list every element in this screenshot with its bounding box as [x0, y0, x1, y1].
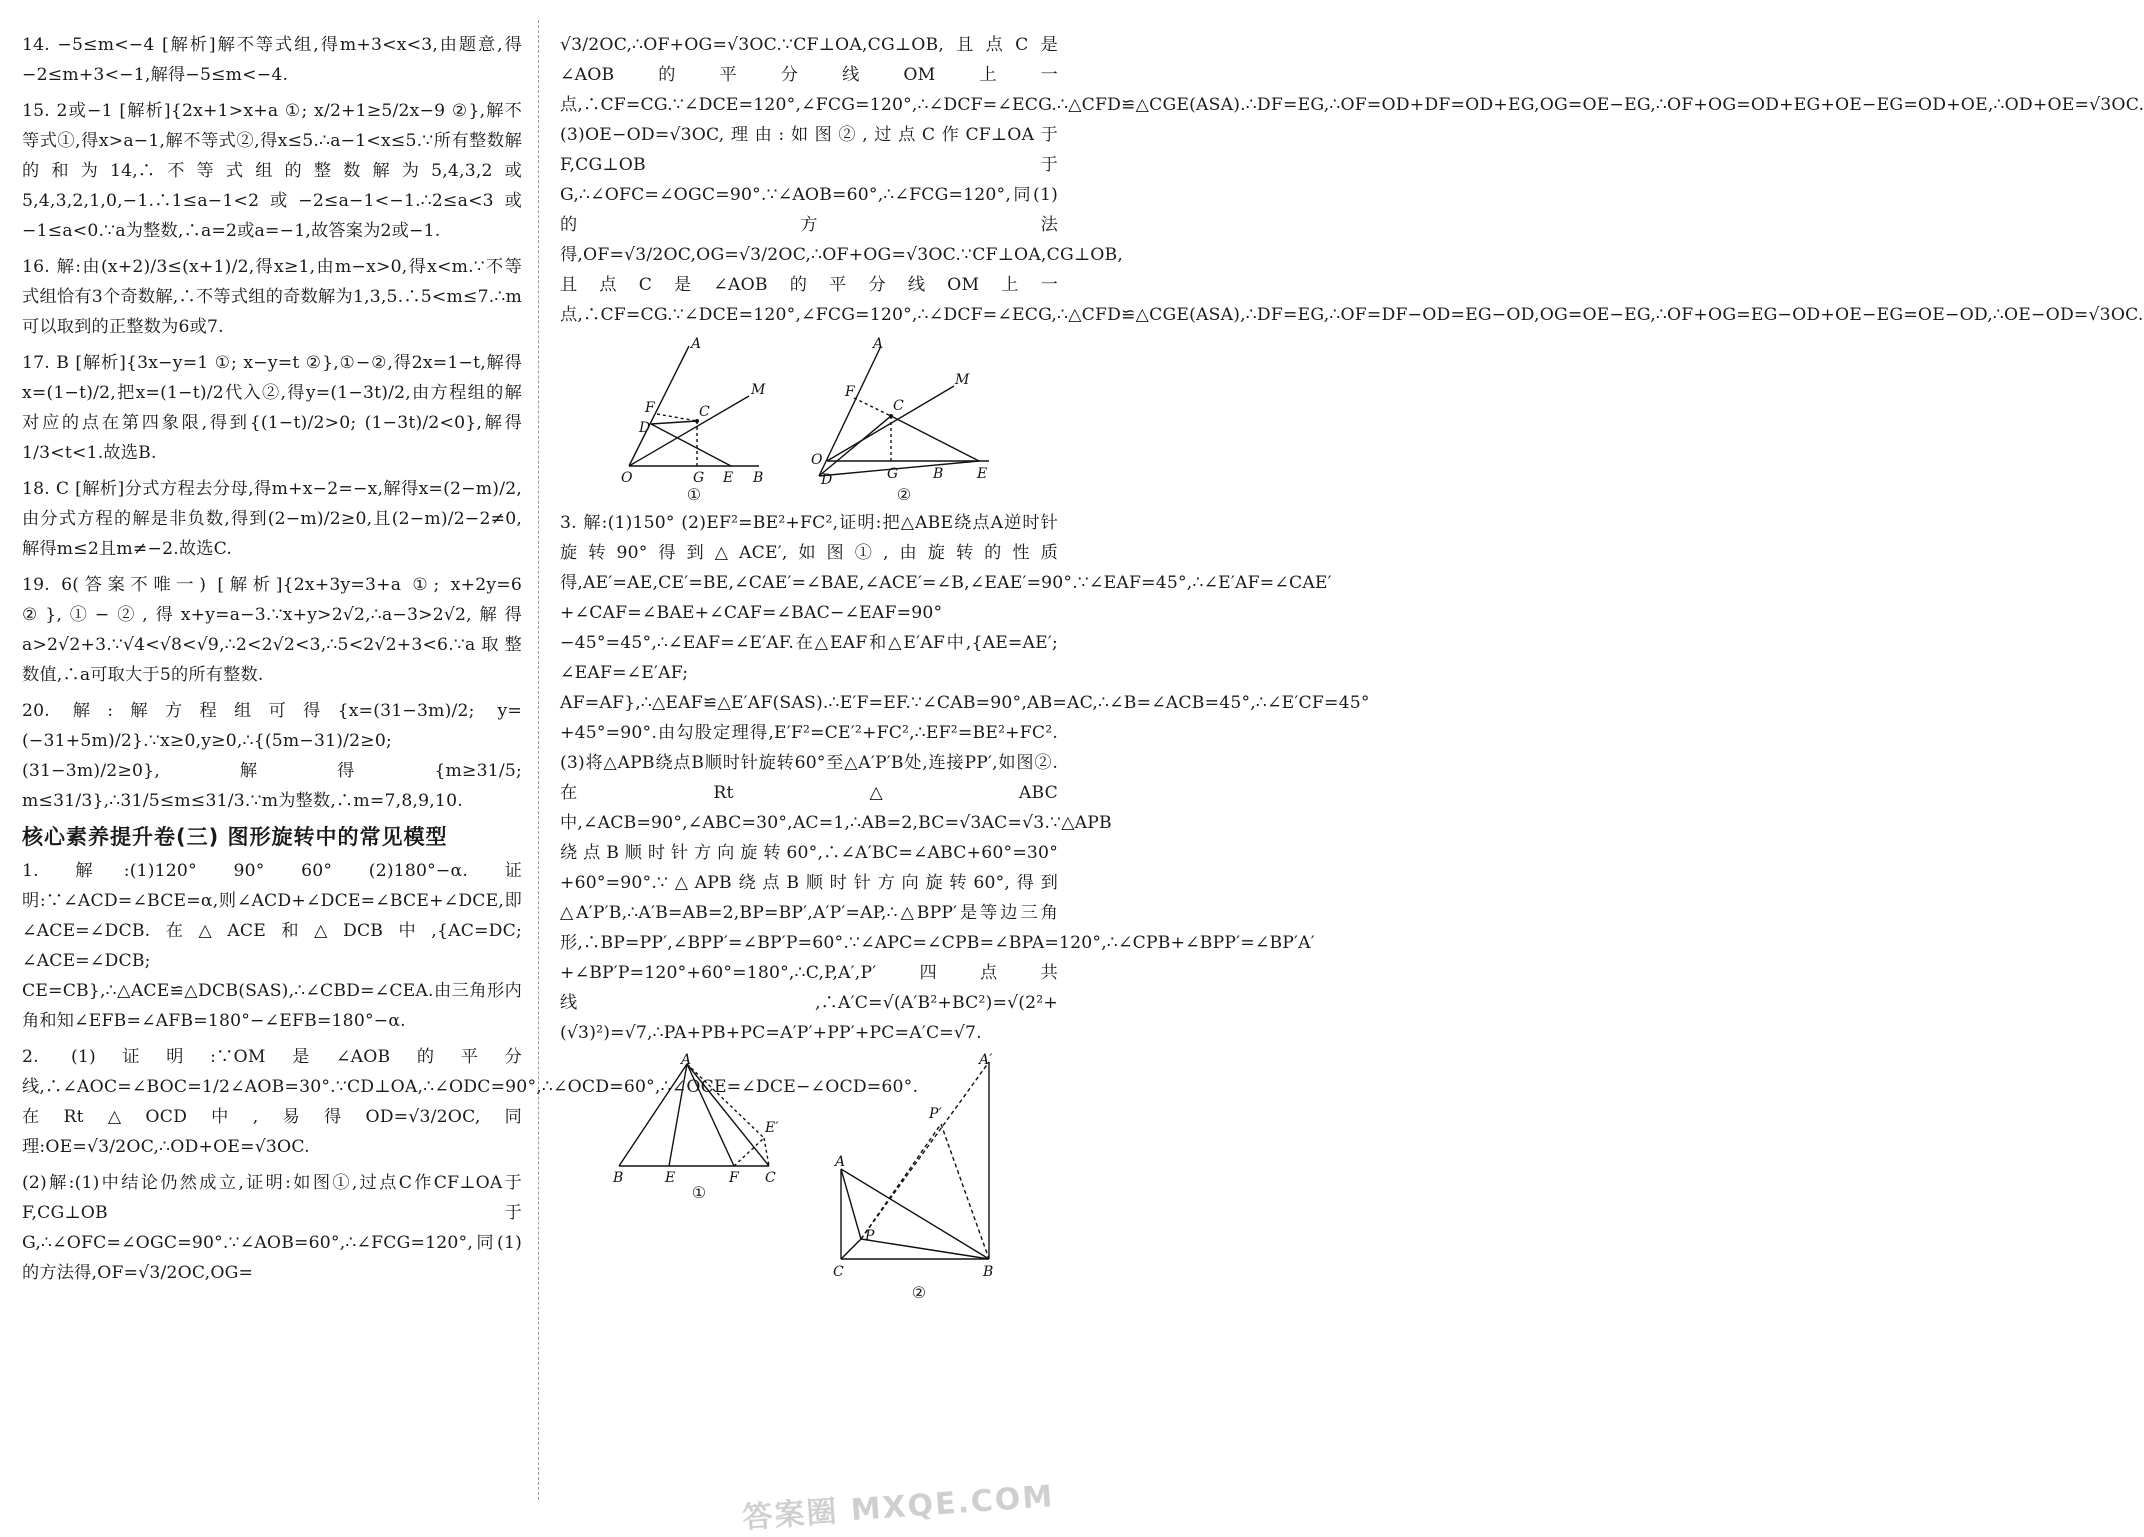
svg-text:B: B [983, 1264, 994, 1280]
svg-text:F: F [729, 1170, 739, 1186]
figure-triangle-2 [829, 1054, 1009, 1302]
svg-text:P: P [865, 1228, 875, 1244]
svg-text:A′: A′ [979, 1052, 993, 1068]
answer-18: 18. C [解析]分式方程去分母,得m+x−2=−x,解得x=(2−m)/2,由分式方程的解是非负数,得到(2−m)/2≥0,且(2−m)/2−2≠0,解得m≤2且m≠−2.故选C. [22, 479, 522, 559]
svg-text:A: A [835, 1154, 846, 1170]
svg-text:F: F [645, 400, 655, 416]
column-divider [538, 20, 539, 1500]
svg-text:G: G [887, 466, 899, 482]
figure-label-1: ① [686, 485, 702, 504]
angle-diagram-1 [619, 336, 769, 486]
answer-14: 14. −5≤m<−4 [解析]解不等式组,得m+3<x<3,由题意,得−2≤m+3<−1,解得−5≤m<−4. [22, 35, 522, 85]
left-column [22, 30, 919, 1516]
svg-text:B: B [613, 1170, 624, 1186]
svg-text:F: F [845, 384, 855, 400]
svg-text:E: E [665, 1170, 676, 1186]
answer-2-part1: 2. (1)证明:∵OM是∠AOB的平分线,∴∠AOC=∠BOC=1/2∠AOB=30°.∵CD⊥OA,∴∠ODC=90°,∴∠OCD=60°,∴∠OCE=∠DCE−∠OCD=60°.在Rt△OCD中,易得OD=√3/2OC,同理:OE=√3/2OC,∴OD+OE=√3OC. [22, 1047, 919, 1157]
svg-text:C: C [833, 1264, 844, 1280]
svg-text:A: A [873, 336, 884, 352]
watermark-logo: 答案圈 MXQE.COM [741, 1479, 1056, 1536]
svg-text:O: O [621, 470, 633, 486]
svg-text:G: G [693, 470, 705, 486]
svg-text:D: D [639, 420, 651, 436]
answer-2-part2: (2)解:(1)中结论仍然成立,证明:如图①,过点C作CF⊥OA于F,CG⊥OB于G,∴∠OFC=∠OGC=90°.∵∠AOB=60°,∴∠FCG=120°,同(1)的方法得,OF=√3/2OC,OG= [22, 1173, 522, 1283]
right-column [560, 30, 2144, 1516]
svg-text:M: M [955, 372, 970, 388]
angle-diagram-2 [809, 336, 999, 486]
svg-text:C: C [893, 398, 904, 414]
svg-text:E′: E′ [765, 1120, 779, 1136]
answer-20: 20. 解:解方程组可得{x=(31−3m)/2; y=(−31+5m)/2}.∵x≥0,y≥0,∴{(5m−31)/2≥0; (31−3m)/2≥0},解得{m≥31/5; m≤31/3},∴31/5≤m≤31/3.∵m为整数,∴m=7,8,9,10. [22, 701, 522, 811]
figure-angle-1 [619, 336, 769, 504]
svg-text:A: A [691, 336, 702, 352]
figure-row-angle [560, 336, 1058, 504]
svg-text:C: C [699, 404, 710, 420]
svg-text:E: E [977, 466, 988, 482]
answer-15: 15. 2或−1 [解析]{2x+1>x+a ①; x/2+1≥5/2x−9 ②},解不等式①,得x>a−1,解不等式②,得x≤5.∴a−1<x≤5.∵所有整数解的和为14,∴不等式组的整数解为5,4,3,2或5,4,3,2,1,0,−1.∴1≤a−1<2或−2≤a−1<−1.∴2≤a<3或−1≤a<0.∵a为整数,∴a=2或a=−1,故答案为2或−1. [22, 101, 522, 241]
figure-angle-2 [809, 336, 999, 504]
figure-triangle-1 [609, 1054, 789, 1302]
triangle-diagram-1 [609, 1054, 789, 1184]
svg-text:O: O [811, 452, 823, 468]
answer-19: 19. 6(答案不唯一) [解析]{2x+3y=3+a ①; x+2y=6 ②},①−②,得x+y=a−3.∵x+y>2√2,∴a−3>2√2,解得a>2√2+3.∵√4<√8<√9,∴2<2√2<3,∴5<2√2+3<6.∵a取整数值,∴a可取大于5的所有整数. [22, 575, 522, 685]
answer-16: 16. 解:由(x+2)/3≤(x+1)/2,得x≥1,由m−x>0,得x<m.∵不等式组恰有3个奇数解,∴不等式组的奇数解为1,3,5.∴5<m≤7.∴m可以取到的正整数为6或7. [22, 257, 522, 337]
section-title: 核心素养提升卷(三) 图形旋转中的常见模型 [22, 825, 448, 849]
answer-17: 17. B [解析]{3x−y=1 ①; x−y=t ②},①−②,得2x=1−t,解得x=(1−t)/2,把x=(1−t)/2代入②,得y=(1−3t)/2,由方程组的解对应的点在第四象限,得到{(1−t)/2>0; (1−3t)/2<0},解得1/3<t<1.故选B. [22, 353, 522, 463]
figure-label-2: ② [896, 485, 912, 504]
svg-text:C: C [765, 1170, 776, 1186]
svg-text:D: D [821, 472, 833, 488]
svg-text:A: A [681, 1052, 692, 1068]
answer-3: 3. 解:(1)150° (2)EF²=BE²+FC²,证明:把△ABE绕点A逆时针旋转90°得到△ACE′,如图①,由旋转的性质得,AE′=AE,CE′=BE,∠CAE′=∠BAE,∠ACE′=∠B,∠EAE′=90°.∵∠EAF=45°,∴∠E′AF=∠CAE′+∠CAF=∠BAE+∠CAF=∠BAC−∠EAF=90°−45°=45°,∴∠EAF=∠E′AF.在△EAF和△E′AF中,{AE=AE′; ∠EAF=∠E′AF; AF=AF},∴△EAF≌△E′AF(SAS).∴E′F=EF.∵∠CAB=90°,AB=AC,∴∠B=∠ACB=45°,∴∠E′CF=45°+45°=90°.由勾股定理得,E′F²=CE′²+FC²,∴EF²=BE²+FC². (3)将△APB绕点B顺时针旋转60°至△A′P′B处,连接PP′,如图②.在Rt△ABC中,∠ACB=90°,∠ABC=30°,AC=1,∴AB=2,BC=√3AC=√3.∵△APB绕点B顺时针方向旋转60°,∴∠A′BC=∠ABC+60°=30°+60°=90°.∵△APB绕点B顺时针方向旋转60°,得到△A′P′B,∴A′B=AB=2,BP=BP′,A′P′=AP,∴△BPP′是等边三角形,∴BP=PP′,∠BPP′=∠BP′P=60°.∵∠APC=∠CPB=∠BPA=120°,∴∠CPB+∠BPP′=∠BP′A′+∠BP′P=120°+60°=180°,∴C,P,A′,P′四点共线,∴A′C=√(A′B²+BC²)=√(2²+(√3)²)=√7,∴PA+PB+PC=A′P′+PP′+PC=A′C=√7. [560, 513, 1370, 1043]
svg-text:E: E [723, 470, 734, 486]
svg-text:M: M [751, 382, 766, 398]
triangle-diagram-2 [829, 1054, 1009, 1284]
svg-text:P′: P′ [929, 1106, 942, 1122]
answer-1: 1. 解:(1)120° 90° 60° (2)180°−α. 证明:∵∠ACD=∠BCE=α,则∠ACD+∠DCE=∠BCE+∠DCE,即∠ACE=∠DCB.在△ACE和△DCB中,{AC=DC; ∠ACE=∠DCB; CE=CB},∴△ACE≌△DCB(SAS),∴∠CBD=∠CEA.由三角形内角和知∠EFB=∠AFB=180°−∠EFB=180°−α. [22, 861, 522, 1031]
svg-text:B: B [933, 466, 944, 482]
figure-label-3: ① [691, 1183, 707, 1202]
figure-row-triangle [560, 1054, 1058, 1302]
figure-label-4: ② [911, 1283, 927, 1302]
svg-text:B: B [753, 470, 764, 486]
answer-2-continued: √3/2OC,∴OF+OG=√3OC.∵CF⊥OA,CG⊥OB,且点C是∠AOB的平分线OM上一点,∴CF=CG.∵∠DCE=120°,∠FCG=120°,∴∠DCF=∠ECG.∴△CFD≌△CGE(ASA).∴DF=EG,∴OF=OD+DF=OD+EG,OG=OE−EG,∴OF+OG=OD+EG+OE−EG=OD+OE,∴OD+OE=√3OC. (3)OE−OD=√3OC,理由:如图②,过点C作CF⊥OA于F,CG⊥OB于G,∴∠OFC=∠OGC=90°.∵∠AOB=60°,∴∠FCG=120°,同(1)的方法得,OF=√3/2OC,OG=√3/2OC,∴OF+OG=√3OC.∵CF⊥OA,CG⊥OB,且点C是∠AOB的平分线OM上一点,∴CF=CG.∵∠DCE=120°,∠FCG=120°,∴∠DCF=∠ECG,∴△CFD≌△CGE(ASA),∴DF=EG,∴OF=DF−OD=EG−OD,OG=OE−EG,∴OF+OG=EG−OD+OE−EG=OE−OD,∴OE−OD=√3OC. [560, 35, 2144, 325]
